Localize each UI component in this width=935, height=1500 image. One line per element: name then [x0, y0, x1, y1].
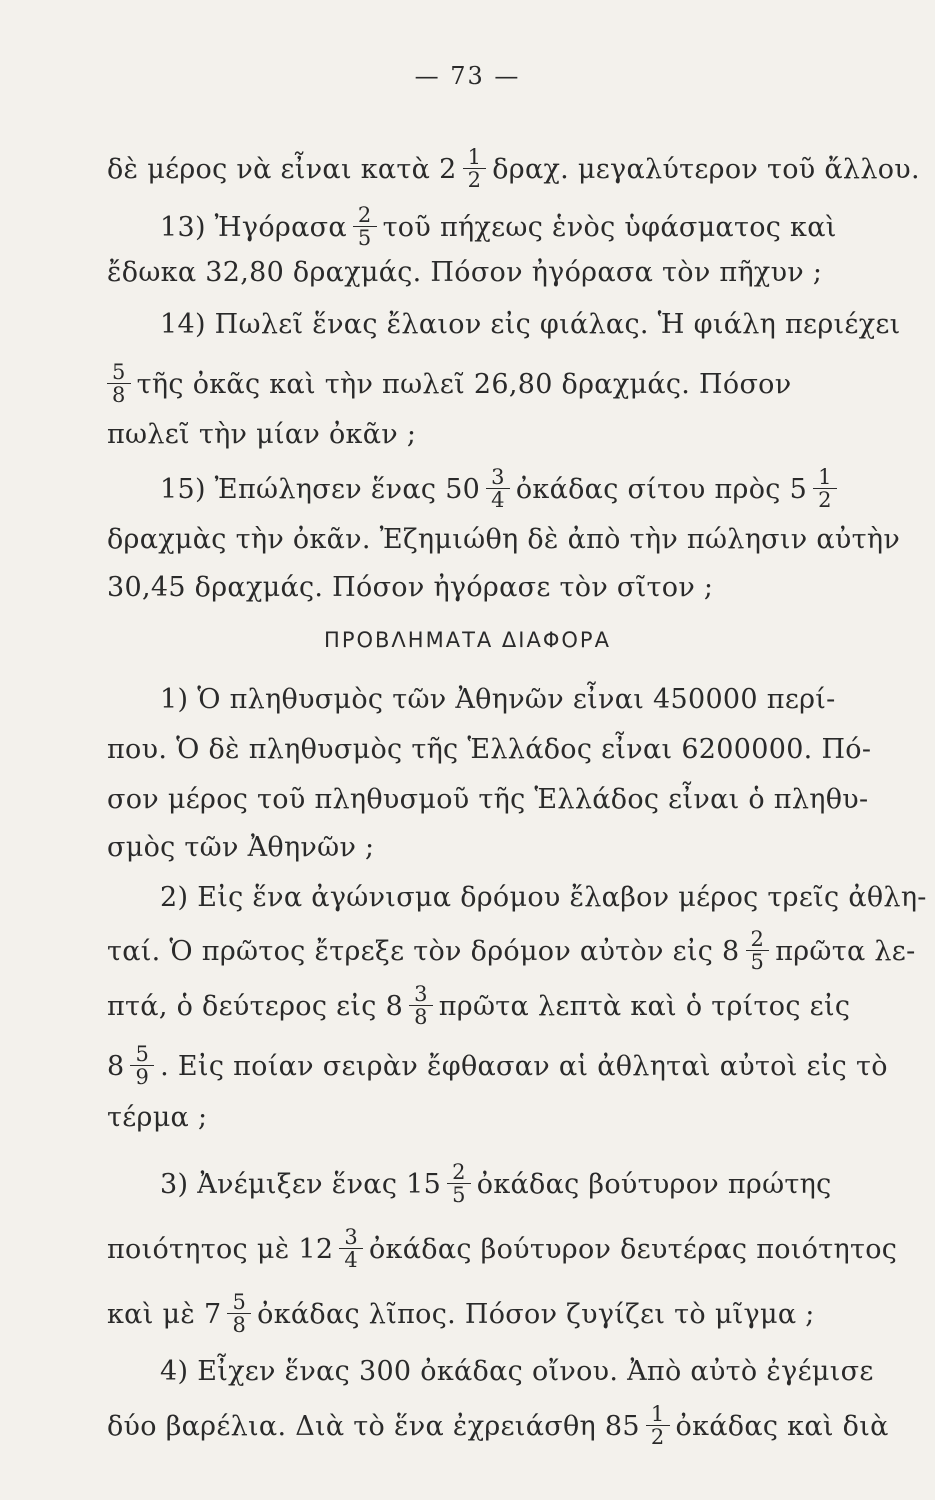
text-line: 30,45 δραχμάς. Πόσον ἠγόρασε τὸν σῖτον ; [107, 572, 714, 603]
fraction: $\frac{2}{5}$ [447, 1161, 471, 1206]
fraction: $\frac{1}{2}$ [463, 146, 487, 191]
fraction: $\frac{3}{8}$ [409, 983, 433, 1028]
page-number: — 73 — [414, 62, 521, 90]
fraction: $\frac{2}{5}$ [353, 204, 377, 249]
question-2-line: 2) Εἰς ἕνα ἀγώνισμα δρόμου ἔλαβον μέρος τρεῖς ἀθλη- [160, 882, 927, 913]
question-4-line: 4) Εἶχεν ἕνας 300 ὀκάδας οἴνου. Ἀπὸ αὐτὸ ἐγέμισε [160, 1356, 874, 1387]
problem-13-line: 13) Ἠγόρασα $\frac{2}{5}$ τοῦ πήχεως ἑνὸς ὑφάσματος καὶ [160, 203, 837, 250]
text-line: καὶ μὲ 7 $\frac{5}{8}$ ὀκάδας λῖπος. Πόσον ζυγίζει τὸ μῖγμα ; [107, 1290, 815, 1337]
problem-14-line: 14) Πωλεῖ ἕνας ἔλαιον εἰς φιάλας. Ἡ φιάλη περιέχει [160, 309, 901, 340]
text-line: πωλεῖ τὴν μίαν ὀκᾶν ; [107, 419, 417, 450]
fraction: $\frac{1}{2}$ [646, 1403, 670, 1448]
question-3-line: 3) Ἀνέμιξεν ἕνας 15 $\frac{2}{5}$ ὀκάδας βούτυρον πρώτης [160, 1160, 832, 1207]
text-line: 8 $\frac{5}{9}$ . Εἰς ποίαν σειρὰν ἔφθασαν αἱ ἀθληταὶ αὐτοὶ εἰς τὸ [107, 1042, 888, 1089]
fraction: $\frac{2}{5}$ [746, 928, 770, 973]
text-line: ποιότητος μὲ 12 $\frac{3}{4}$ ὀκάδας βούτυρον δευτέρας ποιότητος [107, 1225, 898, 1272]
fraction: $\frac{1}{2}$ [813, 466, 837, 511]
fraction: $\frac{3}{4}$ [339, 1226, 363, 1271]
text-line: τέρμα ; [107, 1102, 208, 1133]
text-line: ἔδωκα 32,80 δραχμάς. Πόσον ἠγόρασα τὸν πῆχυν ; [107, 257, 823, 288]
text-line: σμὸς τῶν Ἀθηνῶν ; [107, 832, 375, 863]
text-line: σον μέρος τοῦ πληθυσμοῦ τῆς Ἑλλάδος εἶναι ὁ πληθυ- [107, 784, 869, 815]
text-line: $\frac{5}{8}$ τῆς ὀκᾶς καὶ τὴν πωλεῖ 26,80 δραχμάς. Πόσον [107, 363, 877, 408]
text-line: ταί. Ὁ πρῶτος ἔτρεξε τὸν δρόμον αὐτὸν εἰς 8 $\frac{2}{5}$ πρῶτα λε- [107, 927, 916, 974]
text-line: πτά, ὁ δεύτερος εἰς 8 $\frac{3}{8}$ πρῶτα λεπτὰ καὶ ὁ τρίτος εἰς [107, 982, 851, 1029]
question-1-line: 1) Ὁ πληθυσμὸς τῶν Ἀθηνῶν εἶναι 450000 περί- [160, 684, 836, 715]
text-line: δὲ μέρος νὰ εἶναι κατὰ 2 $\frac{1}{2}$ δραχ. μεγαλύτερον τοῦ ἄλλου. [107, 145, 920, 192]
section-heading: ΠΡΟΒΛΗΜΑΤΑ ΔΙΑΦΟΡΑ [324, 628, 611, 652]
text-line: που. Ὁ δὲ πληθυσμὸς τῆς Ἑλλάδος εἶναι 6200000. Πό- [107, 734, 872, 765]
text-line: δραχμὰς τὴν ὀκᾶν. Ἐζημιώθη δὲ ἀπὸ τὴν πώλησιν αὐτὴν [107, 524, 901, 555]
fraction: $\frac{5}{8}$ [227, 1291, 251, 1336]
fraction: $\frac{3}{4}$ [486, 466, 510, 511]
fraction: $\frac{5}{9}$ [130, 1043, 154, 1088]
fraction: $\frac{5}{8}$ [107, 361, 131, 406]
problem-15-line: 15) Ἐπώλησεν ἕνας 50 $\frac{3}{4}$ ὀκάδας σίτου πρὸς 5 $\frac{1}{2}$ [160, 468, 877, 513]
text-line: δύο βαρέλια. Διὰ τὸ ἕνα ἐχρειάσθη 85 $\frac{1}{2}$ ὀκάδας καὶ διὰ [107, 1402, 889, 1449]
